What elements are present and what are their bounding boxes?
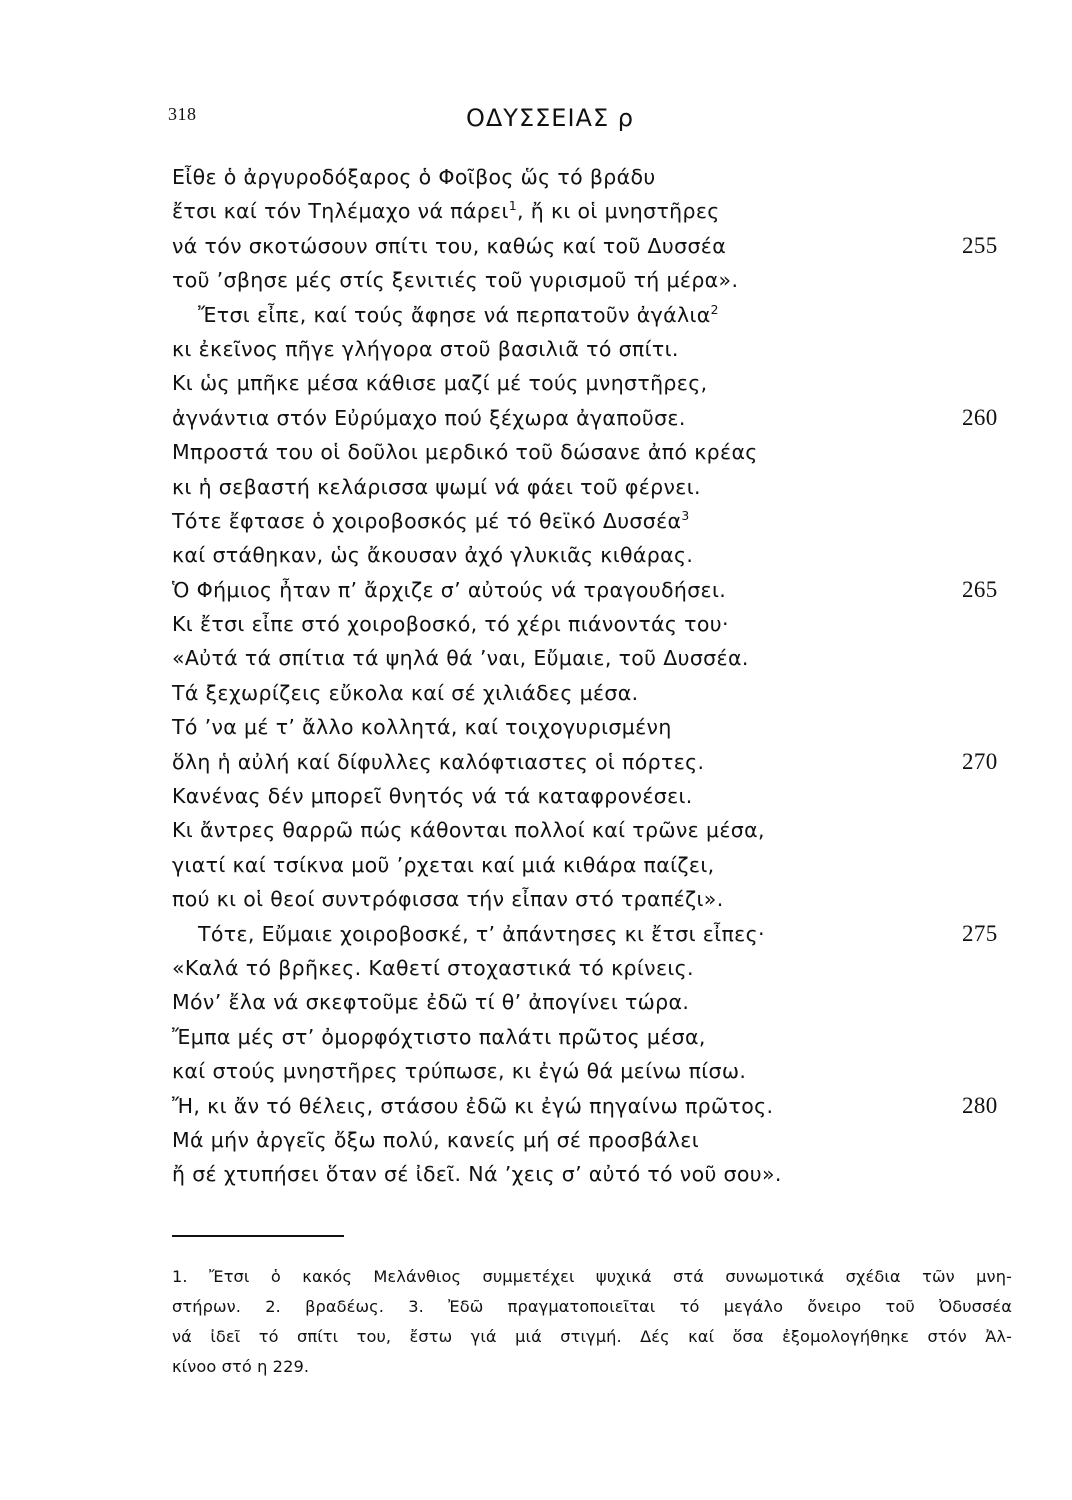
footnotes-block [172, 1262, 1012, 1382]
verse-line [172, 1157, 1012, 1191]
running-head: ΟΔΥΣΣΕΙΑΣ ρ [466, 104, 634, 132]
verse-line [172, 848, 1012, 882]
verse-text: Μπροστά του οἱ δοῦλοι μερδικό τοῦ δώσανε ἀπό κρέας [172, 440, 758, 465]
verse-line [172, 1020, 1012, 1054]
verse-line [172, 298, 1012, 332]
verse-line [172, 985, 1012, 1019]
footnote-marker: 2 [710, 302, 719, 317]
verse-line [172, 194, 1012, 228]
verse-text: πού κι οἱ θεοί συντρόφισσα τήν εἶπαν στό τραπέζι». [172, 887, 724, 912]
verse-line [172, 607, 1012, 641]
verse-line [172, 1089, 1012, 1123]
verse-line [172, 745, 1012, 779]
line-number: 275 [962, 920, 998, 946]
verse-text: Ὁ Φήμιος ἦταν π’ ἄρχιζε σ’ αὐτούς νά τραγουδήσει. [172, 577, 727, 602]
verse-text: κι ἡ σεβαστή κελάρισσα ψωμί νά φάει τοῦ φέρνει. [172, 474, 701, 499]
verse-text: Κανένας δέν μπορεῖ θνητός νά τά καταφρονέσει. [172, 784, 693, 809]
verse-text: Τά ξεχωρίζεις εὔκολα καί σέ χιλιάδες μέσα. [172, 680, 639, 705]
verse-text: καί στούς μνηστῆρες τρύπωσε, κι ἐγώ θά μείνω πίσω. [172, 1059, 747, 1084]
page-number: 318 [168, 104, 197, 124]
verse-line [172, 470, 1012, 504]
verse-text: Τότε, Εὔμαιε χοιροβοσκέ, τ’ ἀπάντησες κι ἔτσι εἶπες· [198, 921, 765, 946]
verse-text: Μόν’ ἔλα νά σκεφτοῦμε ἐδῶ τί θ’ ἀπογίνει τώρα. [172, 990, 690, 1015]
verse-text: Κι ἄντρες θαρρῶ πώς κάθονται πολλοί καί τρῶνε μέσα, [172, 818, 765, 843]
verse-text: Ἤ, κι ἄν τό θέλεις, στάσου ἐδῶ κι ἐγώ πηγαίνω πρῶτος. [172, 1093, 774, 1118]
verse-text: Τότε ἔφτασε ὁ χοιροβοσκός μέ τό θεϊκό Δυσσέα [172, 508, 682, 533]
footnote-line: στήρων. 2. βραδέως. 3. Ἐδῶ πραγματοποιεῖται τό μεγάλο ὄνειρο τοῦ Ὀδυσσέα [172, 1297, 1012, 1316]
verse-line [172, 401, 1012, 435]
verse-line [172, 1054, 1012, 1088]
verse-text: νά τόν σκοτώσουν σπίτι του, καθώς καί τοῦ Δυσσέα [172, 233, 727, 258]
verse-text: «Καλά τό βρῆκες. Καθετί στοχαστικά τό κρίνεις. [172, 955, 694, 980]
line-number: 265 [962, 576, 998, 602]
verse-text: τοῦ ’σβησε μές στίς ξενιτιές τοῦ γυρισμοῦ τή μέρα». [172, 268, 739, 293]
verse-text: Κι ὡς μπῆκε μέσα κάθισε μαζί μέ τούς μνηστῆρες, [172, 371, 708, 396]
line-number: 280 [962, 1092, 998, 1118]
verse-line [172, 504, 1012, 538]
verse-line [172, 710, 1012, 744]
footnote-marker: 1 [508, 199, 518, 214]
verse-text: Ἔμπα μές στ’ ὀμορφόχτιστο παλάτι πρῶτος μέσα, [172, 1024, 706, 1049]
verse-line [172, 332, 1012, 366]
verse-line [172, 229, 1012, 263]
footnote-marker: 3 [681, 509, 690, 524]
verse-block [172, 160, 1012, 1192]
footnote-divider [172, 1235, 344, 1237]
footnote-line: 1. Ἔτσι ὁ κακός Μελάνθιος συμμετέχει ψυχικά στά συνωμοτικά σχέδια τῶν μνη- [172, 1267, 1012, 1286]
line-number: 255 [962, 232, 998, 258]
verse-line [172, 538, 1012, 572]
verse-text: ἀγνάντια στόν Εὐρύμαχο πού ξέχωρα ἀγαποῦσε. [172, 405, 686, 430]
verse-text: ἔτσι καί τόν Τηλέμαχο νά πάρει [172, 199, 509, 224]
verse-line [172, 882, 1012, 916]
verse-line [172, 1123, 1012, 1157]
verse-line [172, 160, 1012, 194]
verse-line [172, 435, 1012, 469]
verse-text: γιατί καί τσίκνα μοῦ ’ρχεται καί μιά κιθάρα παίζει, [172, 852, 715, 877]
verse-text-tail: , ἤ κι οἱ μνηστῆρες [517, 199, 720, 224]
verse-text: Εἶθε ὁ ἀργυροδόξαρος ὁ Φοῖβος ὥς τό βράδυ [172, 165, 656, 189]
footnote-line: νά ἰδεῖ τό σπίτι του, ἔστω γιά μιά στιγμή. Δές καί ὅσα ἐξομολογήθηκε στόν Ἀλ- [172, 1327, 1012, 1346]
verse-text: ὅλη ἡ αὐλή καί δίφυλλες καλόφτιαστες οἱ πόρτες. [172, 749, 705, 774]
verse-text: «Αὐτά τά σπίτια τά ψηλά θά ’ναι, Εὔμαιε, τοῦ Δυσσέα. [172, 646, 749, 671]
verse-line [172, 641, 1012, 675]
verse-line [172, 263, 1012, 297]
verse-line [172, 951, 1012, 985]
verse-line [172, 813, 1012, 847]
verse-line [172, 676, 1012, 710]
verse-text: καί στάθηκαν, ὡς ἄκουσαν ἀχό γλυκιᾶς κιθάρας. [172, 543, 694, 568]
verse-line [172, 366, 1012, 400]
verse-text: ἤ σέ χτυπήσει ὅταν σέ ἰδεῖ. Νά ’χεις σ’ αὐτό τό νοῦ σου». [172, 1162, 782, 1187]
line-number: 270 [962, 748, 998, 774]
verse-line [172, 779, 1012, 813]
line-number: 260 [962, 404, 998, 430]
verse-text: κι ἐκεῖνος πῆγε γλήγορα στοῦ βασιλιᾶ τό σπίτι. [172, 336, 679, 361]
verse-line [172, 917, 1012, 951]
footnote-line: κίνοο στό η 229. [172, 1357, 310, 1376]
verse-text: Ἔτσι εἶπε, καί τούς ἄφησε νά περπατοῦν ἀγάλια [198, 302, 711, 327]
verse-text: Μά μήν ἀργεῖς ὄξω πολύ, κανείς μή σέ προσβάλει [172, 1127, 699, 1152]
verse-text: Τό ’να μέ τ’ ἄλλο κολλητά, καί τοιχογυρισμένη [172, 715, 672, 740]
verse-text: Κι ἔτσι εἶπε στό χοιροβοσκό, τό χέρι πιάνοντάς του· [172, 612, 729, 637]
verse-line [172, 573, 1012, 607]
